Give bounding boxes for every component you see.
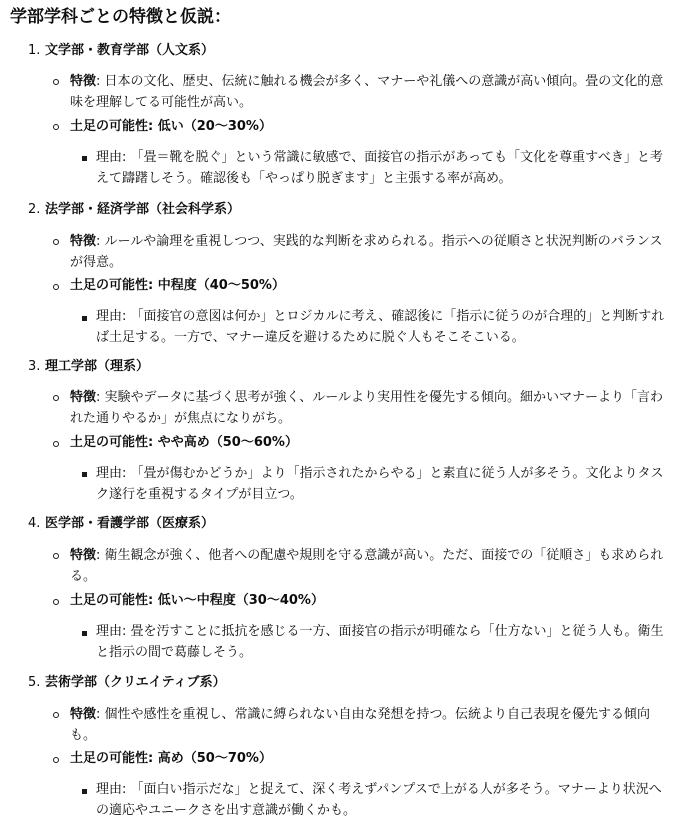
circle-bullet-icon <box>53 239 59 245</box>
circle-bullet-icon <box>53 757 59 763</box>
section-title: 4. 医学部・看護学部（医療系） <box>28 516 214 531</box>
circle-bullet-icon <box>53 441 59 447</box>
feature-item: 特徴: ルールや論理を重視しつつ、実践的な判断を求められる。指示への従順さと状況判断のバランスが得意。 <box>70 234 663 270</box>
section-title: 5. 芸術学部（クリエイティブ系） <box>28 675 226 690</box>
circle-bullet-icon <box>53 712 59 718</box>
circle-bullet-icon <box>53 395 59 401</box>
feature-item: 特徴: 個性や感性を重視し、常識に縛られない自由な発想を持つ。伝統より自己表現を優先する傾向も。 <box>70 707 651 743</box>
possibility-item: 土足の可能性: 低い〜中程度（30〜40%） <box>70 593 324 608</box>
section-title: 1. 文学部・教育学部（人文系） <box>28 43 214 58</box>
square-bullet-icon <box>82 631 87 636</box>
feature-item: 特徴: 衛生観念が強く、他者への配慮や規則を守る意識が高い。ただ、面接での「従順さ」も求められる。 <box>70 548 664 584</box>
reason-item: 理由: 「畳が傷むかどうか」より「指示されたからやる」と素直に従う人が多そう。文化よりタスク遂行を重視するタイプが目立つ。 <box>96 466 664 502</box>
feature-item: 特徴: 日本の文化、歴史、伝統に触れる機会が多く、マナーや礼儀への意識が高い傾向。畳の文化的意味を理解してる可能性が高い。 <box>70 74 664 110</box>
section-title: 2. 法学部・経済学部（社会科学系） <box>28 202 240 217</box>
square-bullet-icon <box>82 156 87 161</box>
circle-bullet-icon <box>53 79 59 85</box>
reason-item: 理由: 畳を汚すことに抵抗を感じる一方、面接官の指示が明確なら「仕方ない」と従う人も。衛生と指示の間で葛藤しそう。 <box>96 624 664 660</box>
reason-item: 理由: 「畳＝靴を脱ぐ」という常識に敏感で、面接官の指示があっても「文化を尊重すべき」と考えて躊躇しそう。確認後も「やっぱり脱ぎます」と主張する率が高め。 <box>96 150 663 186</box>
square-bullet-icon <box>82 789 87 794</box>
possibility-item: 土足の可能性: 高め（50〜70%） <box>70 751 272 766</box>
possibility-item: 土足の可能性: やや高め（50〜60%） <box>70 435 298 450</box>
section-title: 3. 理工学部（理系） <box>28 359 149 374</box>
square-bullet-icon <box>82 472 87 477</box>
circle-bullet-icon <box>53 599 59 605</box>
circle-bullet-icon <box>53 553 59 559</box>
circle-bullet-icon <box>53 124 59 130</box>
reason-item: 理由: 「面接官の意図は何か」とロジカルに考え、確認後に「指示に従うのが合理的」と判断すれば土足する。一方で、マナー違反を避けるために脱ぐ人もそこそこいる。 <box>96 309 665 345</box>
square-bullet-icon <box>82 316 87 321</box>
reason-item: 理由: 「面白い指示だな」と捉えて、深く考えずパンプスで上がる人が多そう。マナーより状況への適応やユニークさを出す意識が働くかも。 <box>96 782 662 818</box>
possibility-item: 土足の可能性: 中程度（40〜50%） <box>70 278 285 293</box>
feature-item: 特徴: 実験やデータに基づく思考が強く、ルールより実用性を優先する傾向。細かいマナーより「言われた通りやるか」が焦点になりがち。 <box>70 390 664 426</box>
circle-bullet-icon <box>53 284 59 290</box>
possibility-item: 土足の可能性: 低い（20〜30%） <box>70 119 272 134</box>
page-title: 学部学科ごとの特徴と仮説： <box>10 7 231 27</box>
